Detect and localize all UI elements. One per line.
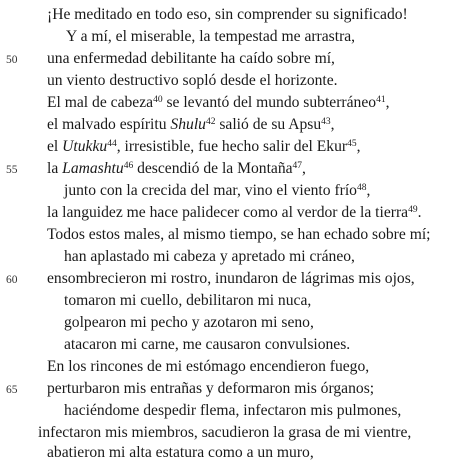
verse-text: abatieron mi alta estatura como a un muro, (47, 444, 314, 461)
poem-line (0, 180, 460, 202)
poem-line (0, 312, 460, 334)
line-number: 50 (6, 54, 18, 66)
verse-text: En los rincones de mi estómago encendieron fuego, (47, 358, 370, 375)
verse-text: Todos estos males, al mismo tiempo, se han echado sobre mí; (47, 226, 431, 243)
poem-line (0, 268, 460, 290)
verse-text: un viento destructivo sopló desde el horizonte. (47, 72, 338, 89)
verse-text: ¡He meditado en todo eso, sin comprender su significado! (47, 6, 408, 23)
verse-text: una enfermedad debilitante ha caído sobre mí, (47, 50, 335, 67)
verse-text: El mal de cabeza$^{40}$ se levantó del mundo subterráneo$^{41}$, (47, 94, 390, 111)
verse-text: golpearon mi pecho y azotaron mi seno, (64, 314, 314, 331)
poem-line (0, 4, 460, 26)
verse-text: el Utukku$^{44}$, irresistible, fue hecho salir del Ekur$^{45}$, (47, 138, 361, 155)
verse-text: el malvado espíritu Shulu$^{42}$ salió de su Apsu$^{43}$, (47, 116, 335, 133)
poem-line (0, 290, 460, 312)
poem-line (0, 378, 460, 400)
poem-line (0, 246, 460, 268)
poem-line (0, 422, 460, 444)
poem-line (0, 136, 460, 158)
poem-line (0, 334, 460, 356)
verse-text: la Lamashtu$^{46}$ descendió de la Montaña$^{47}$, (47, 160, 306, 177)
line-number: 60 (6, 274, 18, 286)
verse-text: ensombrecieron mi rostro, inundaron de lágrimas mis ojos, (47, 270, 415, 287)
verse-text: haciéndome despedir flema, infectaron mis pulmones, (64, 402, 402, 419)
verse-text: atacaron mi carne, me causaron convulsiones. (64, 336, 351, 353)
verse-text: infectaron mis miembros, sacudieron la grasa de mi vientre, (38, 424, 412, 441)
poem-line (0, 442, 460, 464)
poem-line (0, 70, 460, 92)
poem-line (0, 224, 460, 246)
verse-text: tomaron mi cuello, debilitaron mi nuca, (64, 292, 312, 309)
poem-line (0, 26, 460, 48)
verse-text: junto con la crecida del mar, vino el viento frío$^{48}$, (64, 182, 371, 199)
verse-text: perturbaron mis entrañas y deformaron mis órganos; (47, 380, 375, 397)
poem-line (0, 158, 460, 180)
poem-line (0, 400, 460, 422)
line-number: 55 (6, 164, 18, 176)
poem-line (0, 48, 460, 70)
poem-line (0, 114, 460, 136)
poem-line (0, 202, 460, 224)
poem-line (0, 92, 460, 114)
poem-line (0, 356, 460, 378)
verse-text: han aplastado mi cabeza y apretado mi cráneo, (64, 248, 355, 265)
verse-text: Y a mí, el miserable, la tempestad me arrastra, (66, 28, 356, 45)
verse-text: la languidez me hace palidecer como al verdor de la tierra$^{49}$. (47, 204, 422, 221)
line-number: 65 (6, 384, 18, 396)
